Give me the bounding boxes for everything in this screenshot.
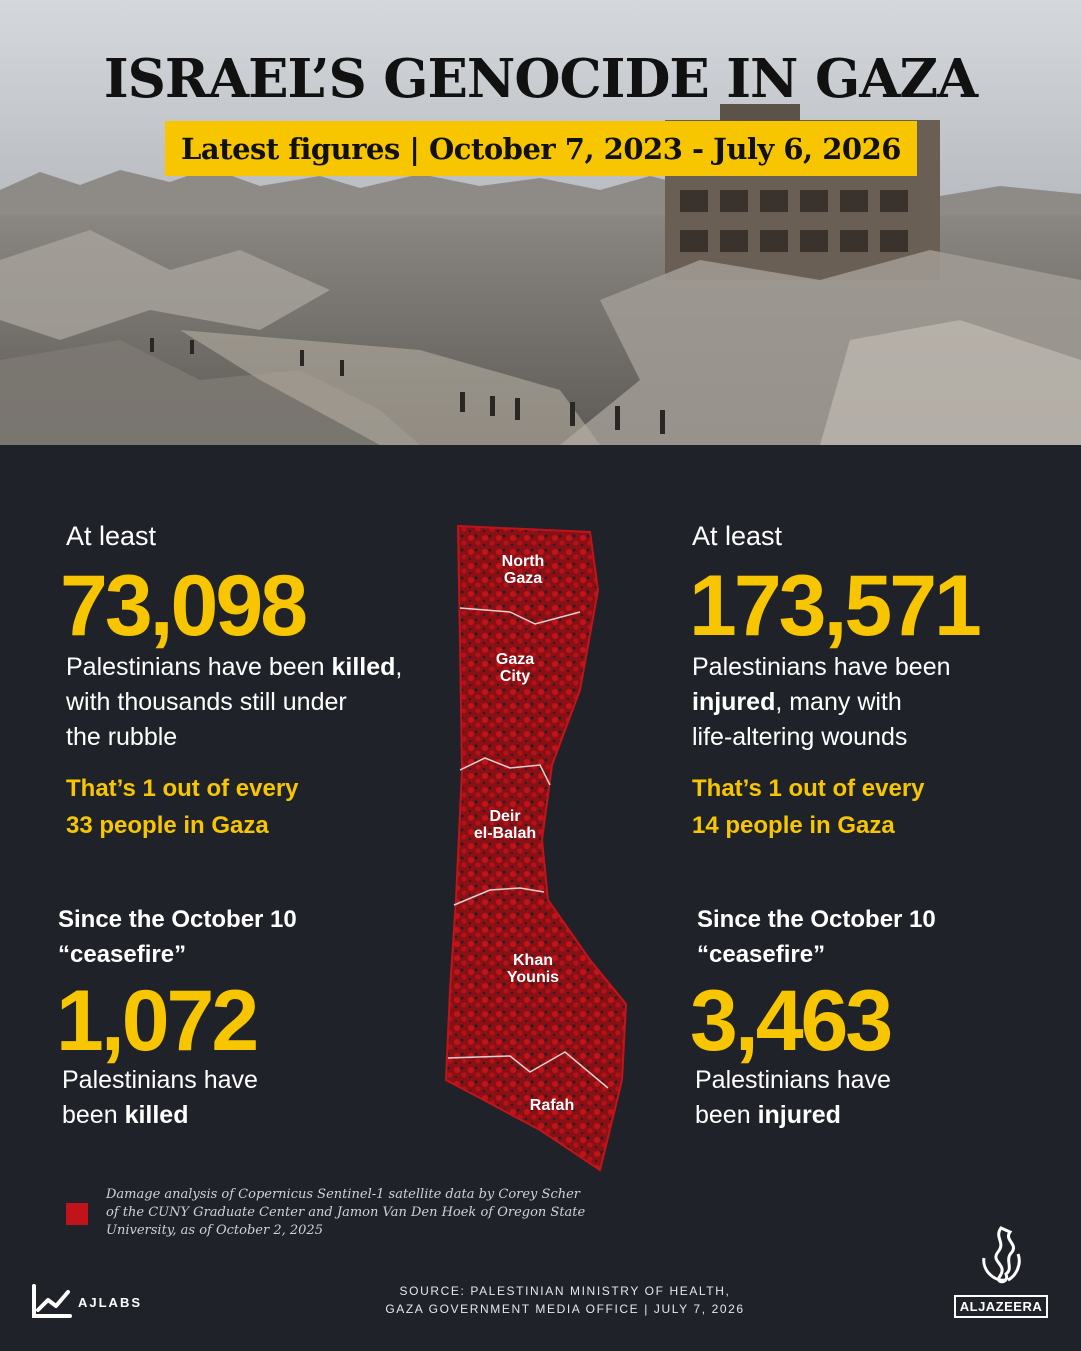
subtitle-text: Latest figures | October 7, 2023 - July 6, 2026 (181, 131, 901, 166)
gaza-damage-map (440, 520, 635, 1175)
right-since-heading: Since the October 10 “ceasefire” (697, 906, 936, 968)
aljazeera-logo (954, 1224, 1048, 1318)
subtitle-banner (165, 121, 917, 176)
map-label-north-gaza: North Gaza (501, 553, 545, 587)
injured-total: 173,571 (689, 558, 979, 654)
ajlabs-logo-icon (30, 1282, 74, 1322)
left-intro: At least (66, 521, 157, 551)
killed-total: 73,098 (60, 558, 306, 654)
map-label-gaza-city: Gaza City (495, 651, 535, 685)
map-label-rafah: Rafah (529, 1097, 575, 1114)
since-injured-value: 3,463 (690, 973, 891, 1069)
damage-legend-text: Damage analysis of Copernicus Sentinel-1 satellite data by Corey Scher of the CUNY Graduate Center and Jamon Van Den Hoek of Oregon State University, as of October 2, 2025 (106, 1187, 586, 1238)
killed-description: Palestinians have been killed, with thousands still under the rubble (66, 653, 403, 751)
hero-photo (0, 0, 1081, 445)
injured-ratio: That’s 1 out of every 14 people in Gaza (692, 775, 925, 839)
aljazeera-logo-icon (954, 1224, 1048, 1288)
map-label-deir-el-balah: Deir el-Balah (473, 808, 537, 842)
injured-description: Palestinians have been injured, many with life-altering wounds (692, 653, 951, 751)
right-intro: At least (692, 521, 783, 551)
map-label-khan-younis: Khan Younis (506, 952, 560, 986)
ajlabs-text: AJLABS (78, 1294, 143, 1310)
aljazeera-wordmark: ALJAZEERA (954, 1295, 1048, 1318)
since-injured-description: Palestinians have been injured (695, 1066, 891, 1129)
ajlabs-logo (30, 1282, 142, 1322)
killed-ratio: That’s 1 out of every 33 people in Gaza (66, 775, 299, 839)
gaza-outline (446, 526, 626, 1170)
damage-legend-swatch (66, 1203, 88, 1225)
page-title: ISRAEL’S GENOCIDE IN GAZA (103, 48, 978, 110)
source-credit: SOURCE: PALESTINIAN MINISTRY OF HEALTH, GAZA GOVERNMENT MEDIA OFFICE | JULY 7, 2026 (385, 1284, 745, 1316)
since-killed-value: 1,072 (56, 973, 257, 1069)
left-since-heading: Since the October 10 “ceasefire” (58, 906, 297, 968)
since-killed-description: Palestinians have been killed (62, 1066, 258, 1129)
